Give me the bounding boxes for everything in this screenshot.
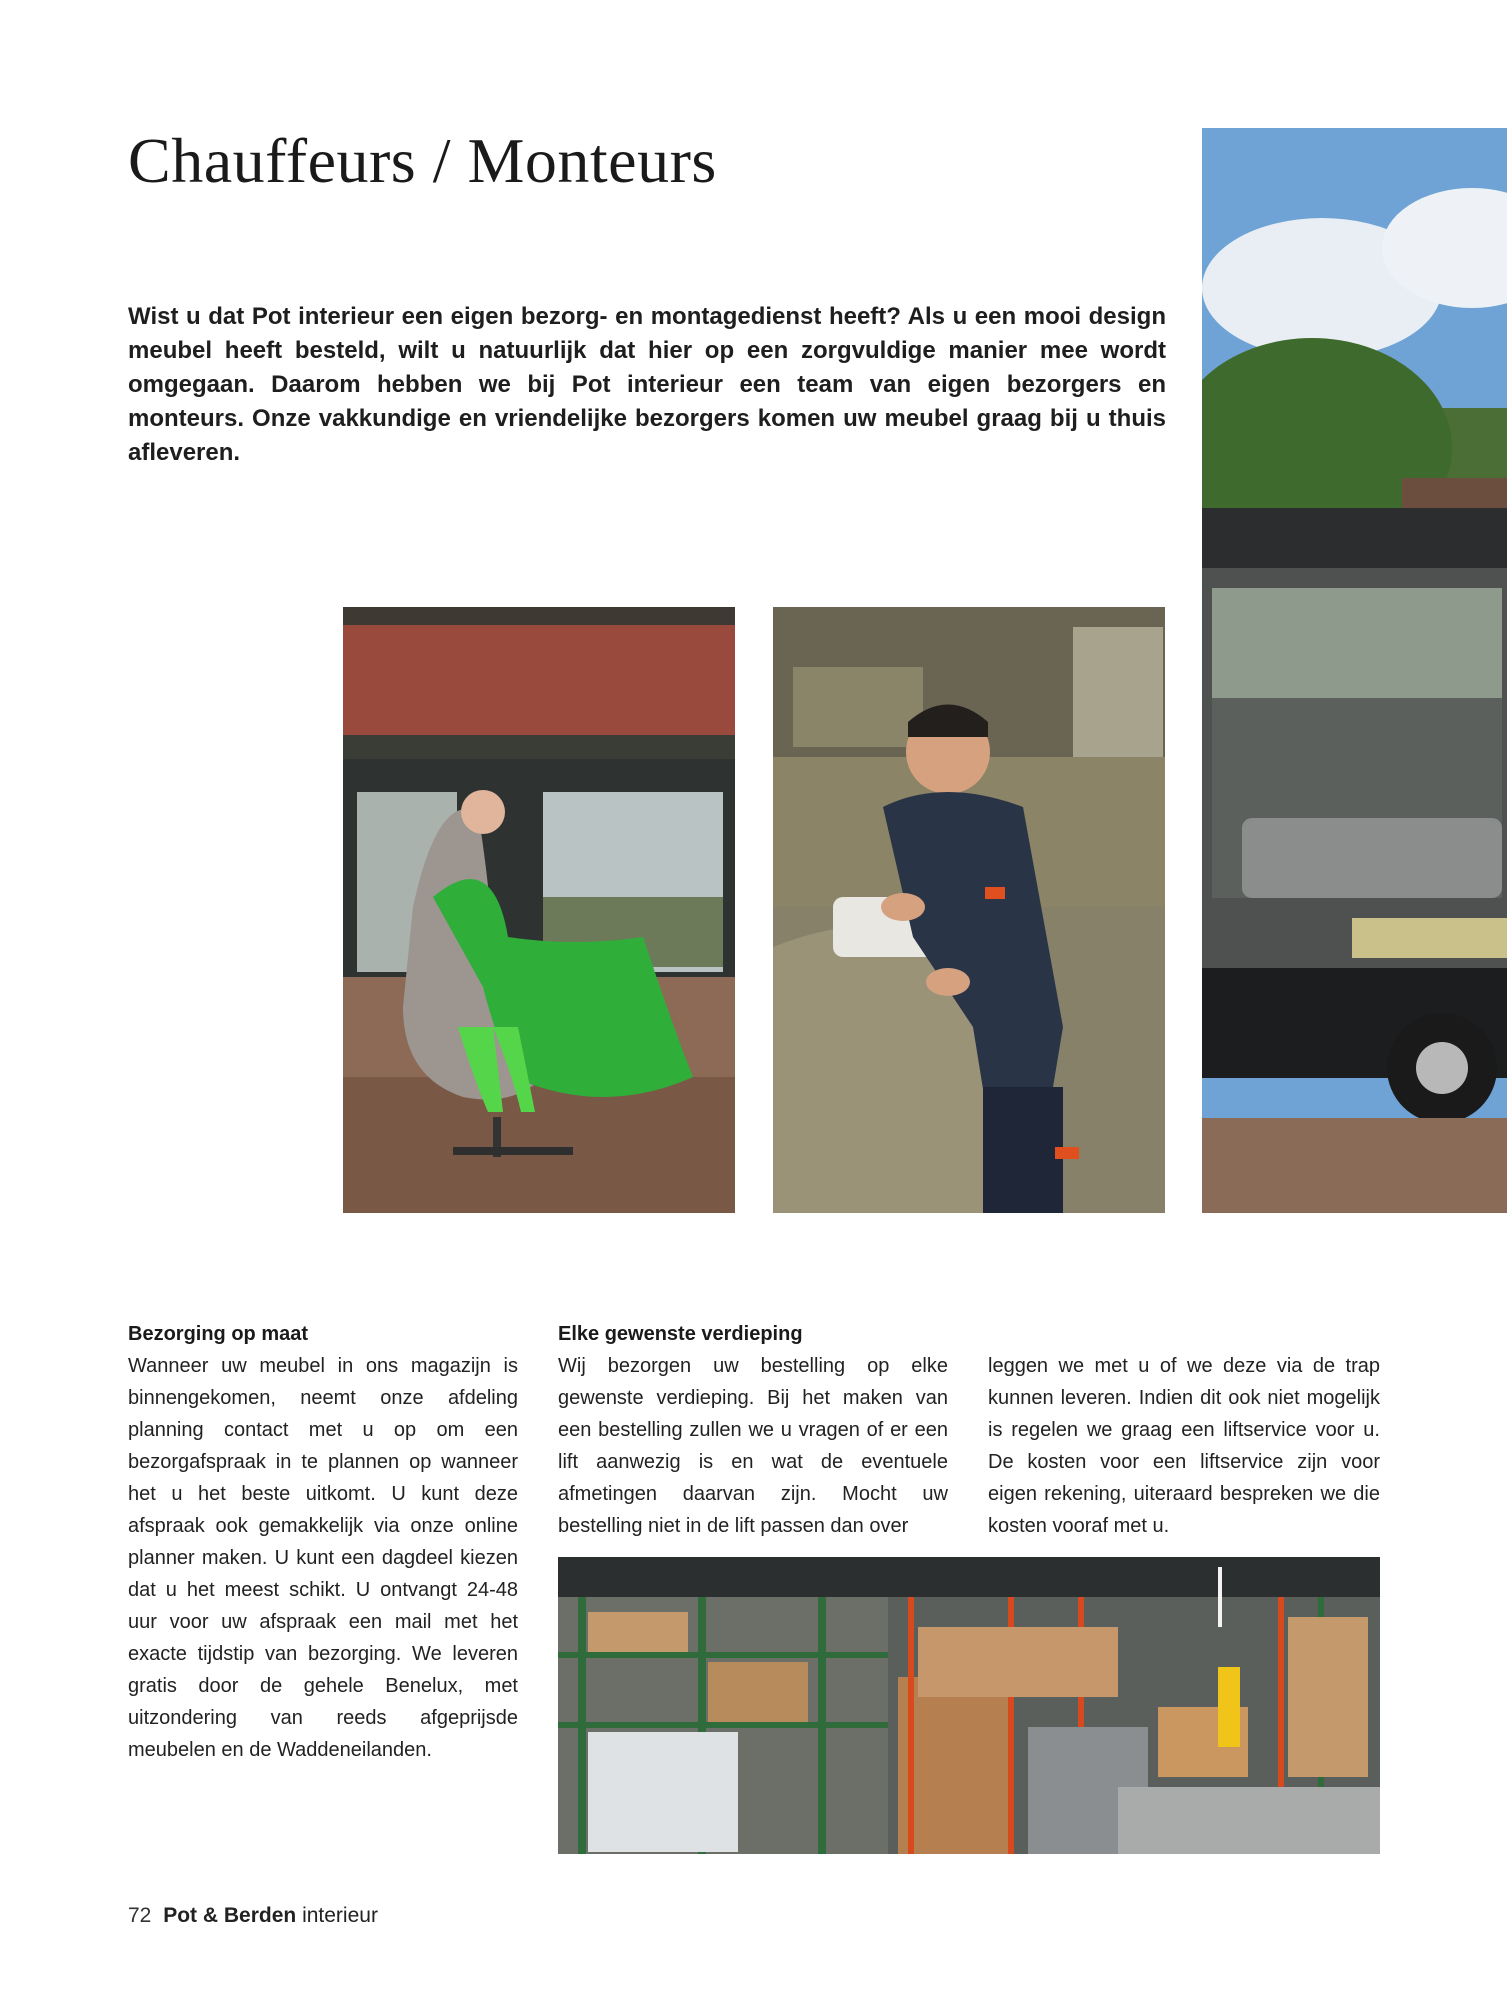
floor-body-col1: Wij bezorgen uw bestelling op elke gewenste verdieping. Bij het maken van een bestelling zullen we u vragen of er een lift aanwezig is en wat de eventuele afmetingen daarvan zijn. Mocht uw bestelling niet in de lift passen dan over — [558, 1355, 948, 1537]
floor-body-col2: leggen we met u of we deze via de trap kunnen leveren. Indien dit ook niet mogelijk is regelen we graag een liftservice voor u. De kosten voor een liftservice zijn voor eigen rekening, uiteraard bespreken we die kosten vooraf met u. — [988, 1355, 1380, 1537]
page-number: 72 — [128, 1904, 152, 1927]
photo-woman-egg-chair — [343, 607, 735, 1213]
intro-paragraph: Wist u dat Pot interieur een eigen bezorg- en montagedienst heeft? Als u een mooi design meubel heeft besteld, wilt u natuurlijk dat hier op een zorgvuldige manier mee wordt omgegaan. Daarom hebben we bij Pot interieur een team van eigen bezorgers en monteurs. Onze vakkundige en vriendelijke bezorgers komen uw meubel graag bij u thuis afleveren. — [128, 303, 1166, 466]
page-title: Chauffeurs / Monteurs — [128, 125, 717, 196]
delivery-body: Wanneer uw meubel in ons magazijn is binnengekomen, neemt onze afdeling planning contact met u op om een bezorgafspraak in te plannen op wanneer het u het beste uitkomt. U kunt deze afspraak ook gemakkelijk via onze online planner maken. U kunt een dagdeel kiezen dat u het meest schikt. U ontvangt 24-48 uur voor uw afspraak een mail met het exacte tijdstip van bezorging. We leveren gratis door de gehele Benelux, met uitzondering van reeds afgeprijsde meubelen en de Waddeneilanden. — [128, 1355, 518, 1761]
photo-man-sofa — [773, 607, 1165, 1213]
photo-warehouse — [558, 1557, 1380, 1854]
brand-name: Pot & Berden — [163, 1904, 297, 1927]
photo-delivery-truck — [1202, 128, 1507, 1213]
floor-heading: Elke gewenste verdieping — [558, 1323, 803, 1345]
brand-suffix: interieur — [302, 1904, 378, 1927]
delivery-heading: Bezorging op maat — [128, 1323, 309, 1345]
page-footer — [128, 1904, 378, 1928]
